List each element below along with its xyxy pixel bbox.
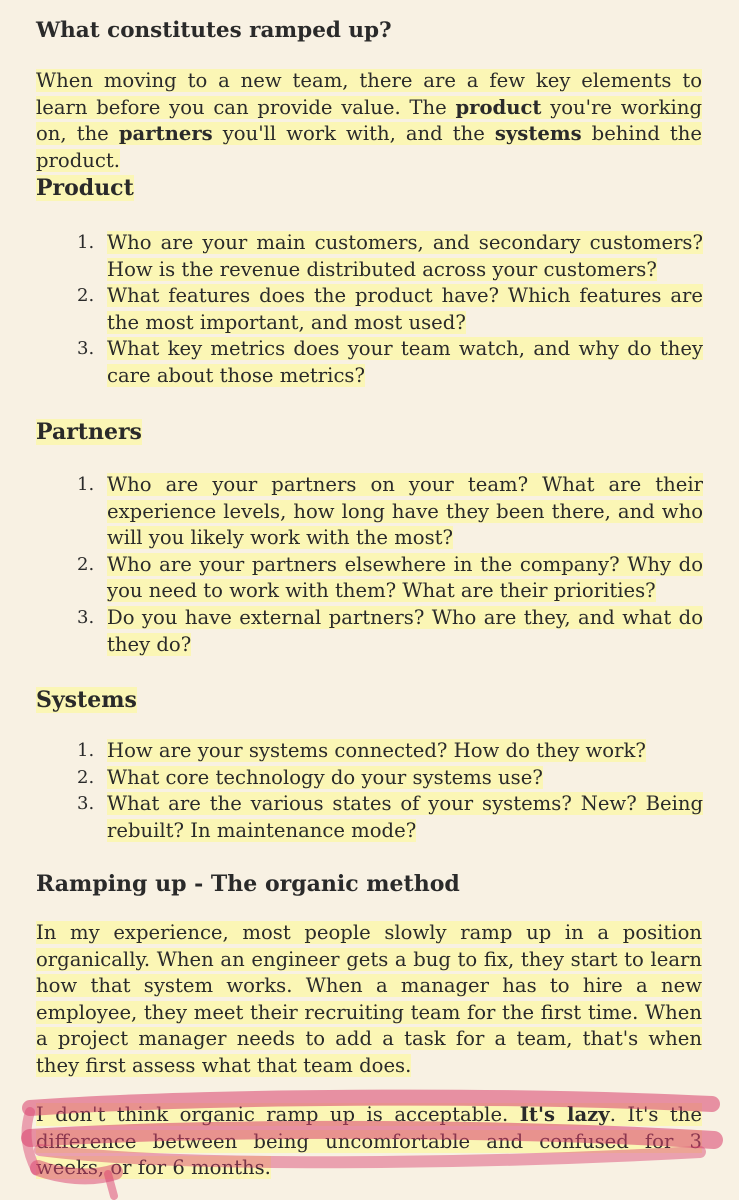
intro-bold-product: product (455, 95, 542, 119)
intro-bold-systems: systems (494, 122, 582, 146)
partners-question-list (77, 472, 703, 658)
list-item (77, 738, 703, 765)
list-item (77, 605, 703, 658)
intro-text-2: you're working on, the (36, 95, 702, 146)
page-title: What constitutes ramped up? (36, 18, 392, 43)
list-item-text: Who are your partners on your team? What are their experience levels, how long have they been there, and who will you likely work with the most? (107, 473, 703, 550)
list-item-text: Who are your main customers, and secondary customers? How is the revenue distributed across your customers? (107, 231, 703, 281)
list-item (77, 552, 703, 605)
intro-text-3: you'll work with, and the (212, 122, 495, 146)
list-item (77, 472, 703, 552)
list-number: 3. (77, 606, 95, 628)
organic-paragraph (36, 920, 702, 1080)
closing-text-2: . It's the difference between being uncomfortable and confused for 3 weeks, or for 6 months. (36, 1103, 702, 1180)
list-item-text: How are your systems connected? How do they work? (107, 739, 646, 762)
list-number: 1. (77, 232, 95, 253)
organic-paragraph-text: In my experience, most people slowly ramp up in a position organically. When an engineer gets a bug to fix, they start to learn how that system works. When a manager has to hire a new employee, they meet their recruiting team for the first time. When a project manager needs to add a task for a team, that's when they first assess what that team does. (36, 921, 702, 1077)
closing-paragraph (36, 1102, 702, 1182)
section-heading-systems (36, 684, 137, 716)
list-number: 3. (77, 793, 95, 815)
product-heading-text: Product (36, 175, 134, 201)
section-heading-organic: Ramping up - The organic method (36, 871, 460, 897)
product-question-list (77, 230, 703, 390)
closing-bold-lazy: It's lazy (519, 1103, 610, 1126)
systems-question-list (77, 738, 703, 844)
list-number: 2. (77, 553, 95, 575)
systems-heading-text: Systems (36, 687, 137, 713)
list-item (77, 230, 703, 283)
list-item (77, 791, 703, 844)
intro-highlight (36, 69, 702, 172)
section-heading-partners (36, 416, 142, 448)
intro-text-1: When moving to a new team, there are a few key elements to learn before you can provide value. The (36, 69, 702, 119)
section-heading-product (36, 172, 134, 204)
list-item-text: What features does the product have? Which features are the most important, and most used? (107, 284, 703, 334)
intro-paragraph (36, 68, 702, 174)
list-item-text: What key metrics does your team watch, and why do they care about those metrics? (107, 337, 703, 387)
list-number: 3. (77, 338, 95, 360)
list-item (77, 283, 703, 336)
partners-heading-text: Partners (36, 419, 142, 445)
list-item-text: What are the various states of your systems? New? Being rebuilt? In maintenance mode? (107, 792, 703, 842)
closing-highlight (36, 1103, 702, 1179)
closing-text-1: I don't think organic ramp up is acceptable. (36, 1103, 520, 1126)
list-number: 2. (77, 285, 95, 307)
list-number: 1. (77, 740, 95, 761)
list-item (77, 765, 703, 792)
list-item-text: What core technology do your systems use? (107, 765, 543, 789)
list-number: 2. (77, 766, 95, 788)
list-item-text: Who are your partners elsewhere in the company? Why do you need to work with them? What are their priorities? (107, 552, 703, 603)
list-item (77, 336, 703, 389)
intro-text-4: behind the product. (36, 122, 702, 172)
list-item-text: Do you have external partners? Who are they, and what do they do? (107, 605, 703, 656)
list-number: 1. (77, 474, 95, 495)
intro-bold-partners: partners (118, 122, 213, 146)
